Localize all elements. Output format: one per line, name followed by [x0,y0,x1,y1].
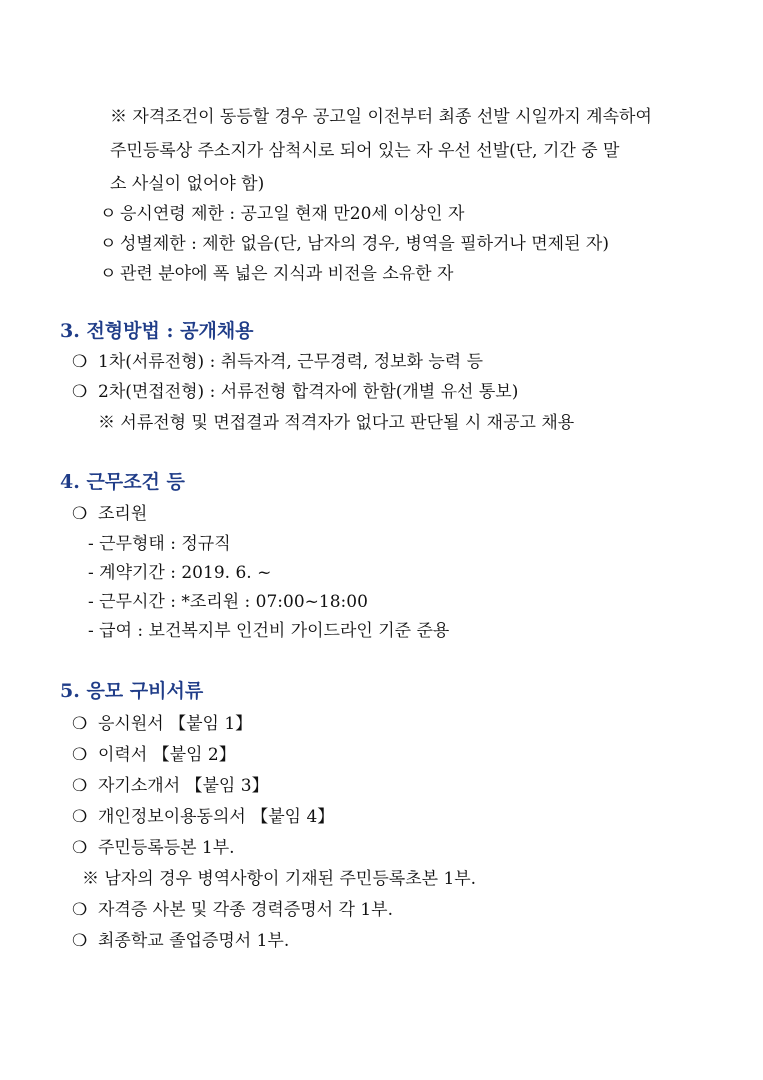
detail-line: - 계약기간 : 2019. 6. ~ [88,563,272,583]
bullet-icon: ㅇ [100,234,117,254]
qualification-note-line-1: ※ 자격조건이 동등할 경우 공고일 이전부터 최종 선발 시일까지 계속하여 [110,107,652,127]
list-item [72,774,269,798]
circle-bullet-icon: ❍ [72,931,88,951]
circle-bullet-icon: ❍ [72,900,88,920]
list-item-text: 응시원서 【붙임 1】 [98,714,253,734]
circle-bullet-icon: ❍ [72,745,88,765]
qualification-item [100,232,609,256]
section-5-title: 5. 응모 구비서류 [60,680,204,702]
circle-bullet-icon: ❍ [72,838,88,858]
qualification-item [100,202,464,226]
list-item-text: 개인정보이용동의서 【붙임 4】 [98,807,335,827]
list-item-text: 자기소개서 【붙임 3】 [98,776,269,796]
circle-bullet-icon: ❍ [72,382,88,402]
section-5-note: ※ 남자의 경우 병역사항이 기재된 주민등록초본 1부. [82,869,477,889]
qualification-item-text: 성별제한 : 제한 없음(단, 남자의 경우, 병역을 필하거나 면제된 자) [120,234,609,254]
list-item [72,350,483,374]
list-item-text: 1차(서류전형) : 취득자격, 근무경력, 정보화 능력 등 [98,352,484,372]
bullet-icon: ㅇ [100,264,117,284]
circle-bullet-icon: ❍ [72,504,88,524]
section-4-title: 4. 근무조건 등 [60,471,185,493]
list-item-text: 주민등록등본 1부. [98,838,235,858]
detail-line: - 급여 : 보건복지부 인건비 가이드라인 기준 준용 [88,621,450,641]
detail-line: - 근무형태 : 정규직 [88,534,231,554]
list-item [72,380,518,404]
list-item [72,743,236,767]
bullet-icon: ㅇ [100,204,117,224]
circle-bullet-icon: ❍ [72,352,88,372]
list-item [72,898,393,922]
circle-bullet-icon: ❍ [72,714,88,734]
qualification-item-text: 응시연령 제한 : 공고일 현재 만20세 이상인 자 [120,204,465,224]
list-item-text: 자격증 사본 및 각종 경력증명서 각 1부. [98,900,393,920]
detail-line: - 근무시간 : *조리원 : 07:00~18:00 [88,592,368,612]
list-item-text: 2차(면접전형) : 서류전형 합격자에 한함(개별 유선 통보) [98,382,519,402]
section-3-note: ※ 서류전형 및 면접결과 적격자가 없다고 판단될 시 재공고 채용 [98,413,575,433]
list-item [72,805,334,829]
qualification-note-line-3: 소 사실이 없어야 함) [110,174,265,194]
list-item [72,929,289,953]
qualification-item-text: 관련 분야에 폭 넓은 지식과 비전을 소유한 자 [120,264,454,284]
circle-bullet-icon: ❍ [72,807,88,827]
circle-bullet-icon: ❍ [72,776,88,796]
list-item-text: 최종학교 졸업증명서 1부. [98,931,290,951]
group-label: 조리원 [98,504,148,524]
qualification-note-line-2: 주민등록상 주소지가 삼척시로 되어 있는 자 우선 선발(단, 기간 중 말 [110,141,620,161]
section-3-title: 3. 전형방법 : 공개채용 [60,320,254,342]
list-item [72,712,252,736]
qualification-item [100,262,453,286]
list-item [72,502,147,526]
list-item-text: 이력서 【붙임 2】 [98,745,236,765]
list-item [72,836,235,860]
